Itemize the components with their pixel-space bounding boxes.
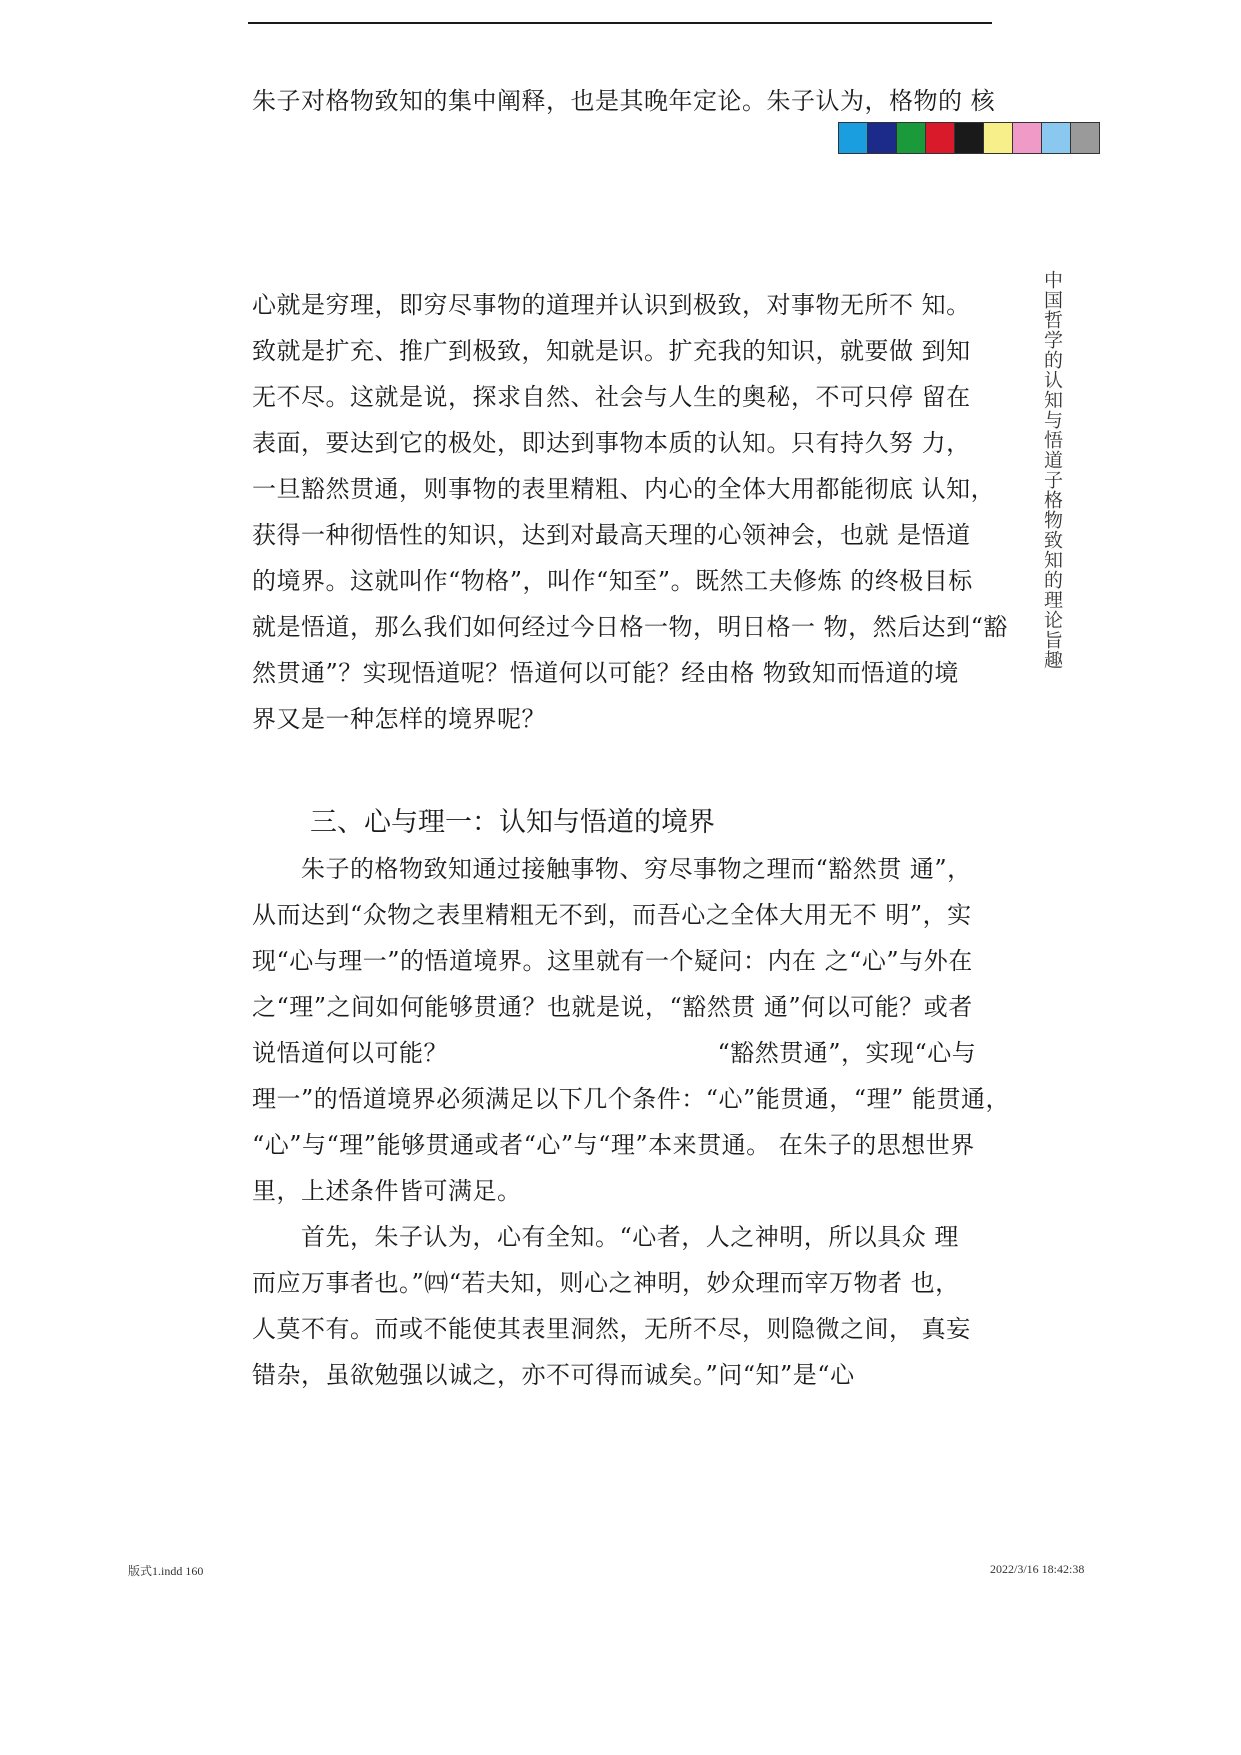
text-line: 心就是穷理，即穷尽事物的道理并认识到极致，对事物无所不 知。 <box>252 291 971 319</box>
text-line: 而应万事者也。”㈣“若夫知，则心之神明，妙众理而宰万物者 也， <box>252 1269 960 1297</box>
color-swatch <box>926 123 955 153</box>
top-rule <box>248 22 992 24</box>
text-line: 首先，朱子认为，心有全知。“心者，人之神明，所以具众 理 <box>252 1223 959 1251</box>
text-line: 现“心与理一”的悟道境界。这里就有一个疑问：内在 之“心”与外在 <box>252 947 973 975</box>
color-swatch <box>1013 123 1042 153</box>
text-line: 里，上述条件皆可满足。 <box>252 1177 522 1205</box>
text-line: 无不尽。这就是说，探求自然、社会与人生的奥秘，不可只停 留在 <box>252 383 971 411</box>
text-line: 就是悟道，那么我们如何经过今日格一物，明日格一 物，然后达到“豁 <box>252 613 1008 641</box>
color-swatch <box>1042 123 1071 153</box>
color-swatch <box>984 123 1013 153</box>
text-line: 理一”的悟道境界必须满足以下几个条件：“心”能贯通，“理” 能贯通， <box>252 1085 1010 1113</box>
text-line: 从而达到“众物之表里精粗无不到，而吾心之全体大用无不 明”，实 <box>252 901 972 929</box>
text-line-top: 朱子对格物致知的集中阐释，也是其晚年定论。朱子认为，格物的 核 <box>252 87 996 115</box>
color-registration-bar <box>838 122 1100 154</box>
text-line: 的境界。这就叫作“物格”，叫作“知至”。既然工夫修炼 的终极目标 <box>252 567 973 595</box>
text-line: 获得一种彻悟性的知识，达到对最高天理的心领神会，也就 是悟道 <box>252 521 971 549</box>
text-line: 人莫不有。而或不能使其表里洞然，无所不尽，则隐微之间， 真妄 <box>252 1315 971 1343</box>
footer-filename: 版式1.indd 160 <box>128 1564 204 1578</box>
text-line: 界又是一种怎样的境界呢？ <box>252 705 546 733</box>
color-swatch <box>1071 123 1099 153</box>
footer-timestamp: 2022/3/16 18:42:38 <box>990 1562 1085 1576</box>
color-swatch <box>897 123 926 153</box>
text-line: 致就是扩充、推广到极致，知就是识。扩充我的知识，就要做 到知 <box>252 337 971 365</box>
color-swatch <box>868 123 897 153</box>
text-line: 表面，要达到它的极处，即达到事物本质的认知。只有持久努 力， <box>252 429 971 457</box>
text-line: 之“理”之间如何能够贯通？也就是说，“豁然贯 通”何以可能？或者 <box>252 993 973 1021</box>
text-line: 一旦豁然贯通，则事物的表里精粗、内心的全体大用都能彻底 认知， <box>252 475 996 503</box>
color-swatch <box>839 123 868 153</box>
text-line: “心”与“理”能够贯通或者“心”与“理”本来贯通。 在朱子的思想世界 <box>252 1131 975 1159</box>
text-line: 然贯通”？实现悟道呢？悟道何以可能？经由格 物致知而悟道的境 <box>252 659 959 687</box>
color-swatch <box>955 123 984 153</box>
text-line: 错杂，虽欲勉强以诚之，亦不可得而诚矣。”问“知”是“心 <box>252 1361 855 1389</box>
running-head: 中国哲学的认知与悟道子格物致知的理论旨趣 <box>1041 270 1063 670</box>
section-heading: 三、心与理一：认知与悟道的境界 <box>310 807 715 838</box>
text-line: 朱子的格物致知通过接触事物、穷尽事物之理而“豁然贯 通”， <box>252 855 972 883</box>
text-line: 说悟道何以可能？ “豁然贯通”，实现“心与 <box>252 1039 977 1067</box>
